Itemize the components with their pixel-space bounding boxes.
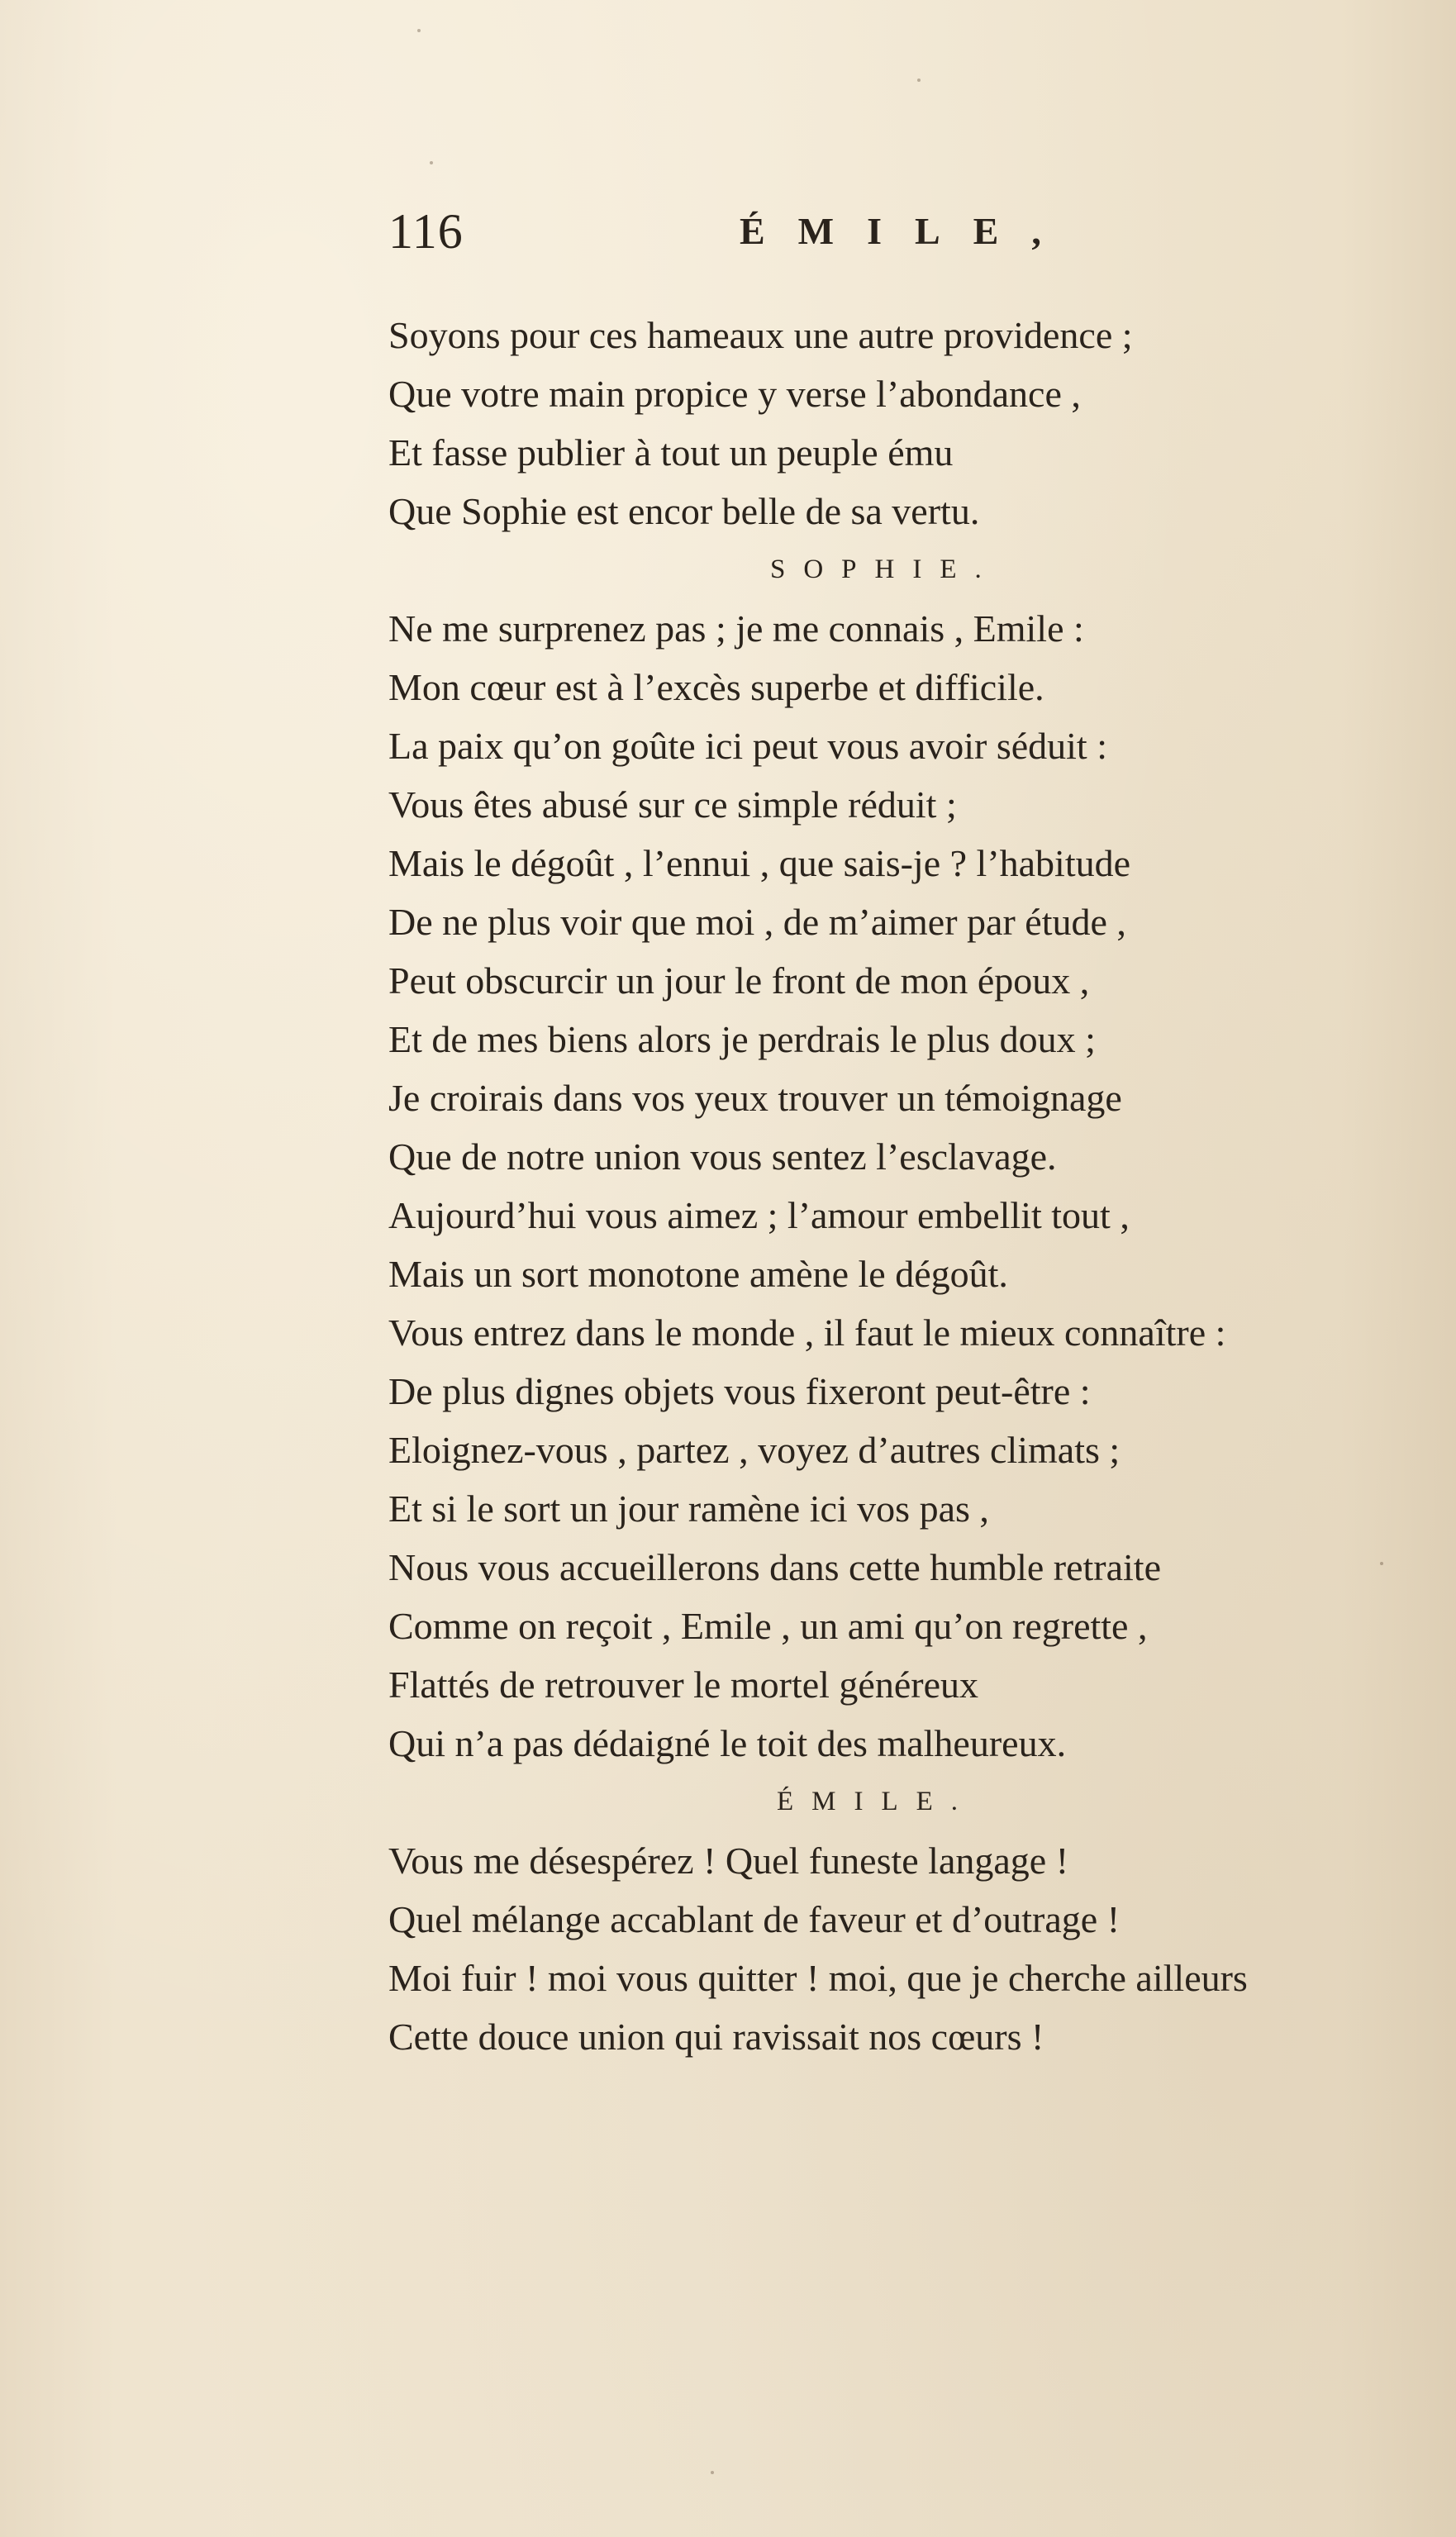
verse-line: Que Sophie est encor belle de sa vertu. bbox=[388, 490, 980, 532]
verse-line: Mais le dégoût , l’ennui , que sais-je ? l’habitude bbox=[388, 842, 1131, 884]
verse-line: Mon cœur est à l’excès superbe et difficile. bbox=[388, 666, 1044, 708]
verse-line: Vous me désespérez ! Quel funeste langage ! bbox=[388, 1840, 1069, 1882]
verse-line: Que votre main propice y verse l’abondance , bbox=[388, 373, 1081, 415]
verse-line: Ne me surprenez pas ; je me connais , Emile : bbox=[388, 607, 1084, 650]
verse-line: Comme on reçoit , Emile , un ami qu’on regrette , bbox=[388, 1605, 1148, 1647]
verse-line: Nous vous accueillerons dans cette humble retraite bbox=[388, 1546, 1162, 1588]
verse-line: Vous êtes abusé sur ce simple réduit ; bbox=[388, 783, 957, 826]
verse-line: Cette douce union qui ravissait nos cœurs ! bbox=[388, 2016, 1044, 2058]
page-number: 116 bbox=[388, 204, 464, 259]
verse-text bbox=[388, 306, 1430, 2066]
verse-line: Qui n’a pas dédaigné le toit des malheureux. bbox=[388, 1722, 1067, 1764]
verse-line: Peut obscurcir un jour le front de mon époux , bbox=[388, 959, 1090, 1002]
paper-speck bbox=[711, 2471, 714, 2474]
verse-line: Et fasse publier à tout un peuple ému bbox=[388, 431, 954, 474]
verse-line: Moi fuir ! moi vous quitter ! moi, que je cherche ailleurs bbox=[388, 1957, 1248, 1999]
verse-line: Et si le sort un jour ramène ici vos pas , bbox=[388, 1487, 989, 1530]
verse-line: Soyons pour ces hameaux une autre providence ; bbox=[388, 314, 1133, 356]
speaker-heading: SOPHIE. bbox=[770, 555, 1000, 584]
verse-line: Quel mélange accablant de faveur et d’outrage ! bbox=[388, 1898, 1121, 1940]
verse-line: Que de notre union vous sentez l’esclavage. bbox=[388, 1135, 1057, 1178]
paper-speck bbox=[430, 161, 433, 164]
running-title: ÉMILE, bbox=[740, 210, 1074, 252]
verse-line: Mais un sort monotone amène le dégoût. bbox=[388, 1253, 1008, 1295]
verse-line: Et de mes biens alors je perdrais le plus doux ; bbox=[388, 1018, 1096, 1060]
paper-speck bbox=[917, 79, 921, 82]
verse-line: Eloignez-vous , partez , voyez d’autres climats ; bbox=[388, 1429, 1121, 1471]
verse-line: Flattés de retrouver le mortel généreux bbox=[388, 1664, 978, 1706]
verse-line: Aujourd’hui vous aimez ; l’amour embellit tout , bbox=[388, 1194, 1130, 1236]
verse-line: La paix qu’on goûte ici peut vous avoir séduit : bbox=[388, 725, 1107, 767]
verse-line: Vous entrez dans le monde , il faut le mieux connaître : bbox=[388, 1311, 1226, 1354]
verse-line: De ne plus voir que moi , de m’aimer par étude , bbox=[388, 901, 1126, 943]
speaker-heading: ÉMILE. bbox=[777, 1787, 977, 1816]
verse-line: De plus dignes objets vous fixeront peut-être : bbox=[388, 1370, 1091, 1412]
page-header bbox=[388, 194, 1099, 269]
verse-line: Je croirais dans vos yeux trouver un témoignage bbox=[388, 1077, 1122, 1119]
paper-speck bbox=[417, 29, 421, 32]
